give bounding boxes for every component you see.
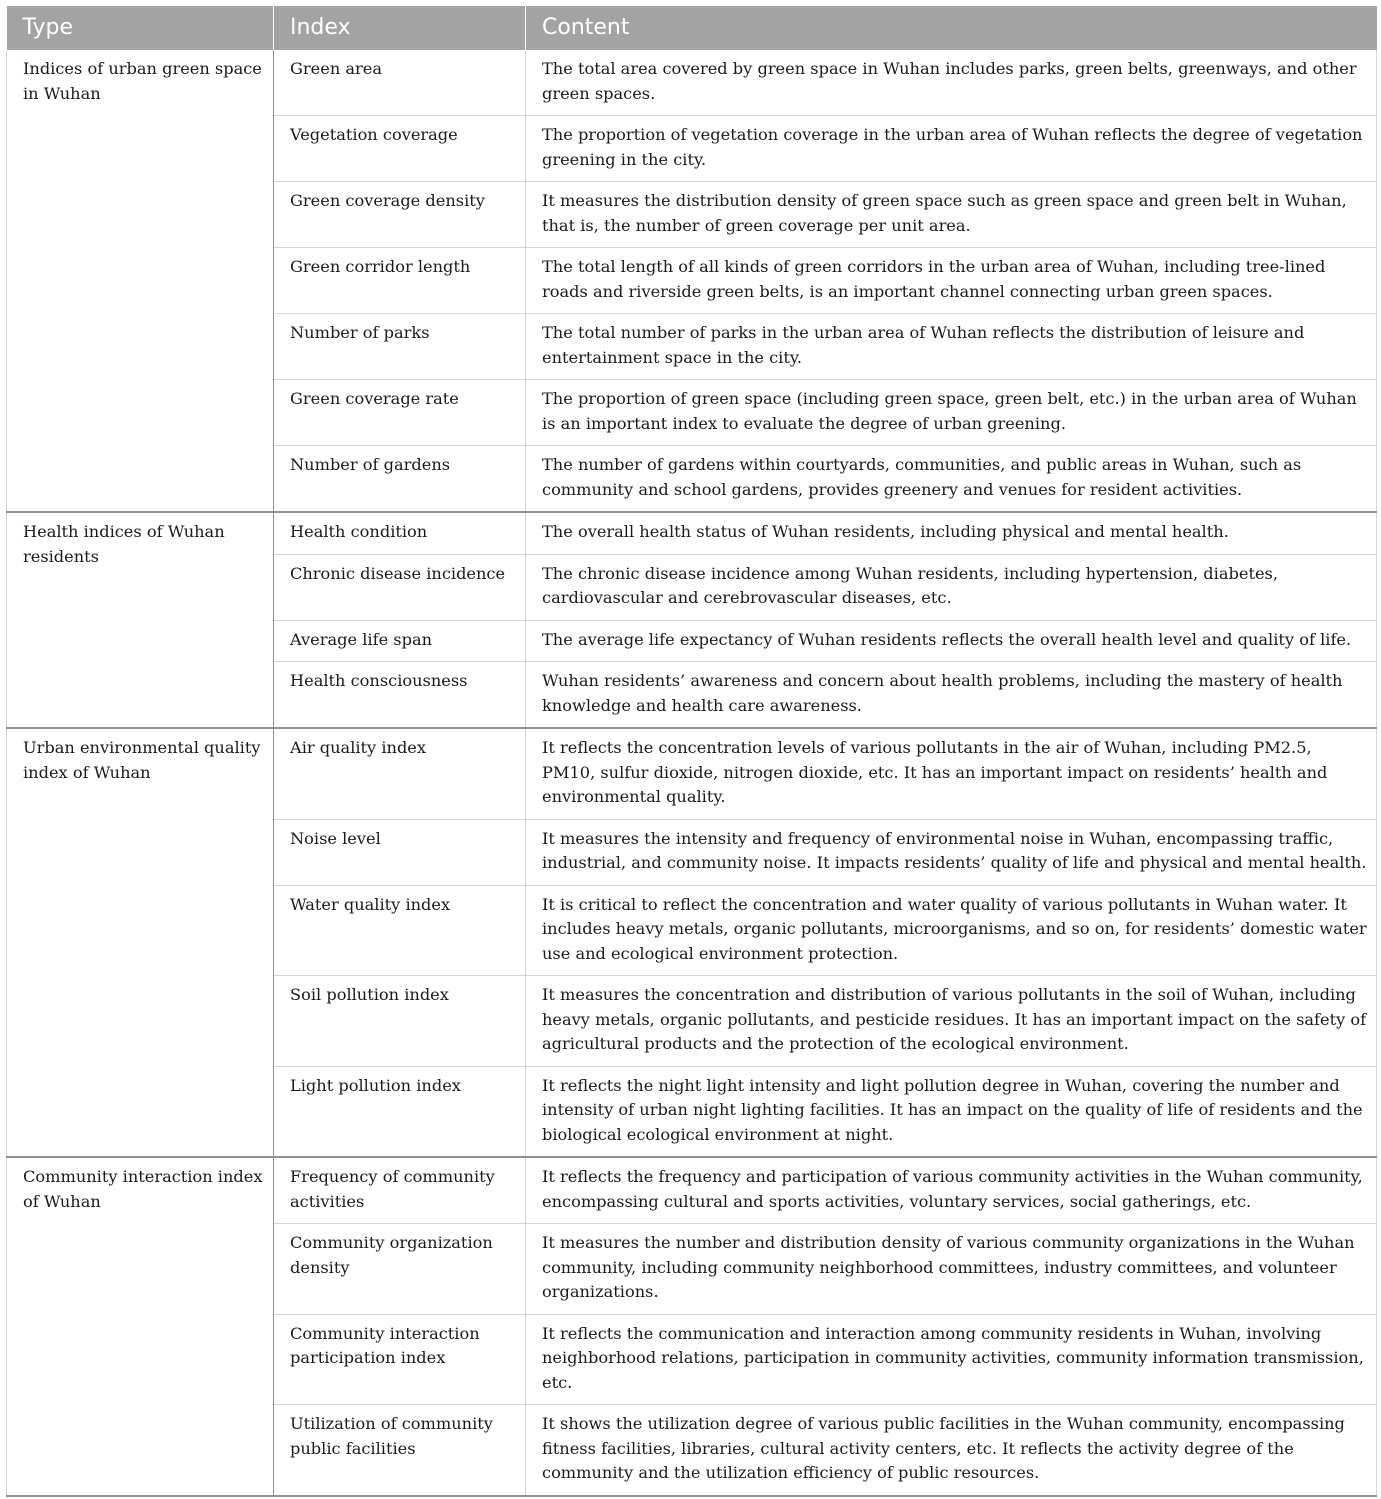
content-cell: It reflects the concentration levels of various pollutants in the air of Wuhan, including PM2.5, PM10, sulfur dioxide, nitrogen dioxide, etc. It has an important impact on residents’ health and environmental quality. — [526, 728, 1377, 819]
index-cell: Health consciousness — [274, 662, 526, 729]
content-cell: The total length of all kinds of green corridors in the urban area of Wuhan, including tree-lined roads and riverside green belts, is an important channel connecting urban green spaces. — [526, 248, 1377, 314]
index-cell: Green corridor length — [274, 248, 526, 314]
index-cell: Number of gardens — [274, 446, 526, 513]
header-content: Content — [526, 6, 1377, 50]
content-cell: It reflects the frequency and participation of various community activities in the Wuhan community, encompassing cultural and sports activities, voluntary services, social gatherings, etc. — [526, 1157, 1377, 1224]
content-cell: The overall health status of Wuhan residents, including physical and mental health. — [526, 512, 1377, 554]
table-row — [7, 50, 1377, 116]
content-cell: It measures the number and distribution density of various community organizations in the Wuhan community, including community neighborhood committees, industry committees, and volunteer organizations. — [526, 1224, 1377, 1315]
index-cell: Community interaction participation index — [274, 1314, 526, 1405]
table-row — [7, 728, 1377, 819]
content-cell: The average life expectancy of Wuhan residents reflects the overall health level and quality of life. — [526, 620, 1377, 662]
header-type: Type — [7, 6, 274, 50]
content-cell: The total number of parks in the urban area of Wuhan reflects the distribution of leisure and entertainment space in the city. — [526, 314, 1377, 380]
content-cell: It reflects the communication and interaction among community residents in Wuhan, involving neighborhood relations, participation in community activities, community information transmission, etc. — [526, 1314, 1377, 1405]
index-cell: Average life span — [274, 620, 526, 662]
content-cell: The proportion of green space (including green space, green belt, etc.) in the urban area of Wuhan is an important index to evaluate the degree of urban greening. — [526, 380, 1377, 446]
header-index: Index — [274, 6, 526, 50]
index-cell: Green area — [274, 50, 526, 116]
content-cell: It measures the distribution density of green space such as green space and green belt in Wuhan, that is, the number of green coverage per unit area. — [526, 182, 1377, 248]
index-cell: Number of parks — [274, 314, 526, 380]
indices-table-container — [6, 6, 1376, 1497]
table-row — [7, 512, 1377, 554]
index-cell: Health condition — [274, 512, 526, 554]
type-cell: Community interaction index of Wuhan — [7, 1157, 274, 1496]
index-cell: Water quality index — [274, 885, 526, 976]
index-cell: Air quality index — [274, 728, 526, 819]
table-header — [7, 6, 1377, 50]
index-cell: Community organization density — [274, 1224, 526, 1315]
content-cell: It shows the utilization degree of various public facilities in the Wuhan community, encompassing fitness facilities, libraries, cultural activity centers, etc. It reflects the activity degree of the community and the utilization efficiency of public resources. — [526, 1405, 1377, 1496]
index-cell: Utilization of community public facilities — [274, 1405, 526, 1496]
content-cell: The number of gardens within courtyards, communities, and public areas in Wuhan, such as community and school gardens, provides greenery and venues for resident activities. — [526, 446, 1377, 513]
type-cell: Indices of urban green space in Wuhan — [7, 50, 274, 512]
header-row — [7, 6, 1377, 50]
index-cell: Light pollution index — [274, 1066, 526, 1157]
content-cell: The chronic disease incidence among Wuhan residents, including hypertension, diabetes, cardiovascular and cerebrovascular diseases, etc. — [526, 554, 1377, 620]
index-cell: Soil pollution index — [274, 976, 526, 1067]
content-cell: It is critical to reflect the concentration and water quality of various pollutants in Wuhan water. It includes heavy metals, organic pollutants, microorganisms, and so on, for residents’ domestic water use and ecological environment protection. — [526, 885, 1377, 976]
index-cell: Chronic disease incidence — [274, 554, 526, 620]
table-row — [7, 1157, 1377, 1224]
table-body — [7, 50, 1377, 1496]
index-cell: Noise level — [274, 819, 526, 885]
content-cell: It reflects the night light intensity and light pollution degree in Wuhan, covering the number and intensity of urban night lighting facilities. It has an impact on the quality of life of residents and the biological ecological environment at night. — [526, 1066, 1377, 1157]
content-cell: It measures the concentration and distribution of various pollutants in the soil of Wuhan, including heavy metals, organic pollutants, and pesticide residues. It has an important impact on the safety of agricultural products and the protection of the ecological environment. — [526, 976, 1377, 1067]
type-cell: Health indices of Wuhan residents — [7, 512, 274, 728]
content-cell: It measures the intensity and frequency of environmental noise in Wuhan, encompassing traffic, industrial, and community noise. It impacts residents’ quality of life and physical and mental health. — [526, 819, 1377, 885]
index-cell: Frequency of community activities — [274, 1157, 526, 1224]
index-cell: Green coverage density — [274, 182, 526, 248]
indices-table — [6, 6, 1377, 1497]
index-cell: Vegetation coverage — [274, 116, 526, 182]
content-cell: Wuhan residents’ awareness and concern about health problems, including the mastery of health knowledge and health care awareness. — [526, 662, 1377, 729]
index-cell: Green coverage rate — [274, 380, 526, 446]
content-cell: The proportion of vegetation coverage in the urban area of Wuhan reflects the degree of vegetation greening in the city. — [526, 116, 1377, 182]
type-cell: Urban environmental quality index of Wuhan — [7, 728, 274, 1157]
content-cell: The total area covered by green space in Wuhan includes parks, green belts, greenways, and other green spaces. — [526, 50, 1377, 116]
